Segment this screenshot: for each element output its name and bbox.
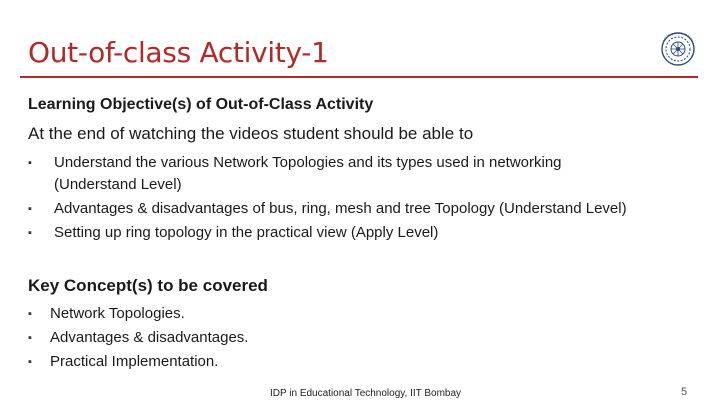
- bullet-icon: ▪: [28, 157, 32, 169]
- title-divider: [20, 76, 698, 78]
- objective-text-continued: (Understand Level): [54, 176, 182, 193]
- key-concepts-heading: Key Concept(s) to be covered: [28, 276, 268, 295]
- bullet-icon: ▪: [28, 203, 32, 215]
- objective-text: Setting up ring topology in the practical view (Apply Level): [54, 224, 439, 241]
- institute-emblem-icon: [657, 30, 699, 68]
- list-item: [28, 326, 668, 350]
- concept-text: Advantages & disadvantages.: [50, 329, 249, 346]
- page-number: 5: [681, 386, 688, 398]
- learning-objectives-heading: Learning Objective(s) of Out-of-Class Activity: [28, 96, 374, 113]
- concept-text: Practical Implementation.: [50, 353, 219, 370]
- footer-text: IDP in Educational Technology, IIT Bombay: [270, 388, 462, 399]
- slide-title: Out-of-class Activity-1: [28, 36, 329, 69]
- concept-text: Network Topologies.: [50, 305, 185, 322]
- bullet-icon: ▪: [28, 356, 32, 368]
- list-item: [28, 198, 708, 220]
- bullet-icon: ▪: [28, 332, 32, 344]
- list-item: [28, 222, 708, 244]
- objective-text: Advantages & disadvantages of bus, ring, mesh and tree Topology (Understand Level): [54, 200, 627, 217]
- bullet-icon: ▪: [28, 308, 32, 320]
- list-item: [28, 302, 668, 326]
- learning-objectives-list: [28, 152, 708, 246]
- key-concepts-list: [28, 302, 668, 374]
- list-item: [28, 152, 708, 196]
- list-item: [28, 350, 668, 374]
- bullet-icon: ▪: [28, 227, 32, 239]
- objective-text: Understand the various Network Topologies and its types used in networking: [54, 154, 562, 171]
- learning-objectives-intro: At the end of watching the videos student should be able to: [28, 124, 474, 143]
